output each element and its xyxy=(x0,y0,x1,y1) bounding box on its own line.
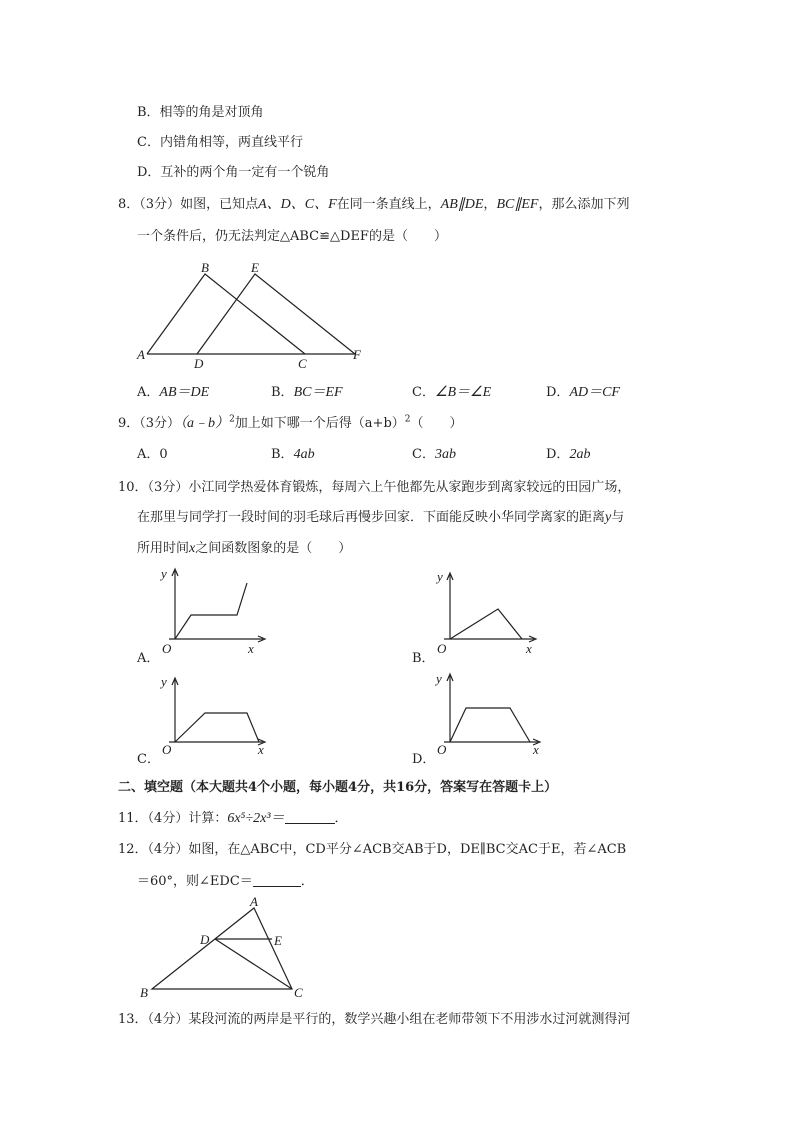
q8-cond2: BC∥EF xyxy=(496,197,539,212)
graph-c-curve xyxy=(175,713,259,742)
graph-c-x-label: x xyxy=(258,742,264,757)
q9-option-c-letter: C． xyxy=(412,447,435,462)
q8-option-a-expr: AB＝DE xyxy=(159,385,210,400)
q7-option-b: B．相等的角是对顶角 xyxy=(137,105,264,120)
q9-option-b xyxy=(271,446,315,464)
q10-graph-a xyxy=(155,565,275,655)
q8-figure xyxy=(135,258,375,378)
q8-text2: 在同一条直线上， xyxy=(336,197,441,212)
q8-label-a: A xyxy=(137,347,145,362)
q12-figure xyxy=(138,894,318,1004)
q8-label-d: D xyxy=(194,356,204,371)
q13-stem xyxy=(118,1011,630,1029)
graph-c-o-label: O xyxy=(162,742,172,757)
q10-line1: 小江同学热爱体育锻炼，每周六上午他都先从家跑步到离家较远的田园广场， xyxy=(188,480,631,495)
q13-score: （4分） xyxy=(147,1012,189,1027)
q12-number: 12． xyxy=(118,842,148,857)
q10-line2b: 与 xyxy=(611,510,625,525)
q10-number: 10． xyxy=(118,480,148,495)
q12-line1: 如图，在△ABC中，CD平分∠ACB交AB于D，DE∥BC交AC于E，若∠ACB xyxy=(188,842,627,857)
graph-d-x-label: x xyxy=(533,742,539,757)
graph-a-x-label: x xyxy=(248,641,254,656)
q9-option-a-expr: 0 xyxy=(159,447,168,462)
q11-score: （4分） xyxy=(147,811,189,826)
q11-expr: 6x⁵÷2x³＝ xyxy=(227,811,285,826)
graph-d-o-label: O xyxy=(437,742,447,757)
q8-option-c-expr: ∠B＝∠E xyxy=(434,385,492,400)
graph-c-y-label: y xyxy=(161,674,167,689)
q8-text3: ，那么添加下列 xyxy=(538,197,630,212)
q11-stem xyxy=(118,810,348,828)
q8-stem-line2: 一个条件后，仍无法判定△ABC≌△DEF的是（ ） xyxy=(137,229,447,244)
q8-option-c xyxy=(412,384,491,402)
q9-option-b-letter: B． xyxy=(271,447,294,462)
q8-option-a xyxy=(137,384,209,402)
q8-option-b-expr: BC＝EF xyxy=(293,385,343,400)
q8-option-d-letter: D． xyxy=(546,385,570,400)
q8-option-b-letter: B． xyxy=(271,385,294,400)
q10-option-a-label: A． xyxy=(137,651,160,666)
graph-b-curve xyxy=(450,609,522,639)
q8-label-f: F xyxy=(353,347,361,362)
q12-label-e: E xyxy=(274,933,282,948)
q12-label-c: C xyxy=(294,985,303,1000)
q8-text1: 如图，已知点 xyxy=(180,197,259,212)
q9-expr1: （a﹣b） xyxy=(180,416,230,431)
q9-option-c xyxy=(412,446,456,464)
q10-graph-d xyxy=(430,668,560,758)
q10-graph-c xyxy=(155,668,285,758)
q12-stem-line2 xyxy=(137,873,314,891)
q9-stem xyxy=(118,415,463,433)
q9-option-d-letter: D． xyxy=(546,447,570,462)
q11-text: 计算： xyxy=(188,811,228,826)
q8-label-b: B xyxy=(201,260,209,275)
q8-number: 8． xyxy=(118,197,140,212)
q12-stem-line1 xyxy=(118,841,626,859)
q8-option-b xyxy=(271,384,343,402)
q8-sep: ， xyxy=(483,197,497,212)
q10-graph-b xyxy=(430,565,550,655)
q9-option-c-expr: 3ab xyxy=(434,447,456,462)
q8-label-e: E xyxy=(251,260,259,275)
graph-b-o-label: O xyxy=(437,641,447,656)
graph-a-y-label: y xyxy=(161,566,167,581)
q9-option-a-letter: A． xyxy=(137,447,160,462)
q12-answer-blank[interactable] xyxy=(253,873,301,887)
q8-cond1: AB∥DE xyxy=(440,197,484,212)
q12-triangle-abc xyxy=(152,908,292,989)
q13-number: 13． xyxy=(118,1012,148,1027)
q8-points: A、D、C、F xyxy=(258,197,337,212)
q10-stem-line3 xyxy=(137,540,351,558)
q10-line2: 在那里与同学打一段时间的羽毛球后再慢步回家．下面能反映小华同学离家的距离 xyxy=(137,510,606,525)
q10-var-x: x xyxy=(189,541,196,556)
q10-stem-line2 xyxy=(137,509,624,527)
graph-b-x-label: x xyxy=(526,641,532,656)
graph-d-curve xyxy=(450,708,530,742)
graph-d-y-label: y xyxy=(436,671,442,686)
q10-var-y: y xyxy=(605,510,612,525)
q8-option-a-letter: A． xyxy=(137,385,160,400)
q8-option-c-letter: C． xyxy=(412,385,435,400)
q11-tail: ． xyxy=(334,811,348,826)
q12-line2b: ． xyxy=(300,874,314,889)
q9-mid: 加上如下哪一个后得（a+b） xyxy=(234,416,405,431)
q9-tail: （ ） xyxy=(410,416,463,431)
q12-score: （4分） xyxy=(147,842,189,857)
q9-option-a xyxy=(137,446,168,464)
q12-line2a: ＝60°，则∠EDC＝ xyxy=(137,874,253,889)
q8-stem-line1 xyxy=(118,196,629,214)
q8-label-c: C xyxy=(298,356,307,371)
q10-score: （3分） xyxy=(147,480,189,495)
q10-option-b-label: B． xyxy=(412,651,435,666)
graph-a-o-label: O xyxy=(162,641,172,656)
q10-option-c-label: C． xyxy=(137,752,160,767)
q9-option-d-expr: 2ab xyxy=(569,447,591,462)
q8-option-d-expr: AD＝CF xyxy=(569,385,620,400)
graph-a-curve xyxy=(175,583,247,639)
q9-option-b-expr: 4ab xyxy=(293,447,315,462)
q10-stem-line1 xyxy=(118,479,630,497)
q9-exp2: 2 xyxy=(404,414,411,425)
q12-label-d: D xyxy=(200,932,210,947)
section2-title: 二、填空题（本大题共4个小题，每小题4分，共16分，答案写在答题卡上） xyxy=(118,780,558,795)
q9-exp1: 2 xyxy=(229,414,235,425)
q12-label-a: A xyxy=(250,894,258,909)
q9-option-d xyxy=(546,446,590,464)
q11-number: 11． xyxy=(118,811,148,826)
q10-line3b: 之间函数图象的是（ ） xyxy=(195,541,352,556)
graph-b-y-label: y xyxy=(437,569,443,584)
q10-line3a: 所用时间 xyxy=(137,541,190,556)
q8-score: （3分） xyxy=(139,197,181,212)
q8-option-d xyxy=(546,384,620,402)
q13-text: 某段河流的两岸是平行的，数学兴趣小组在老师带领下不用涉水过河就测得河 xyxy=(188,1012,631,1027)
q12-label-b: B xyxy=(140,985,148,1000)
q10-option-d-label: D． xyxy=(412,752,436,767)
q7-option-d: D．互补的两个角一定有一个锐角 xyxy=(137,165,330,180)
q7-option-c: C．内错角相等，两直线平行 xyxy=(137,135,303,150)
q11-answer-blank[interactable] xyxy=(285,810,335,824)
q9-score: （3分） xyxy=(139,416,181,431)
q9-number: 9． xyxy=(118,416,140,431)
